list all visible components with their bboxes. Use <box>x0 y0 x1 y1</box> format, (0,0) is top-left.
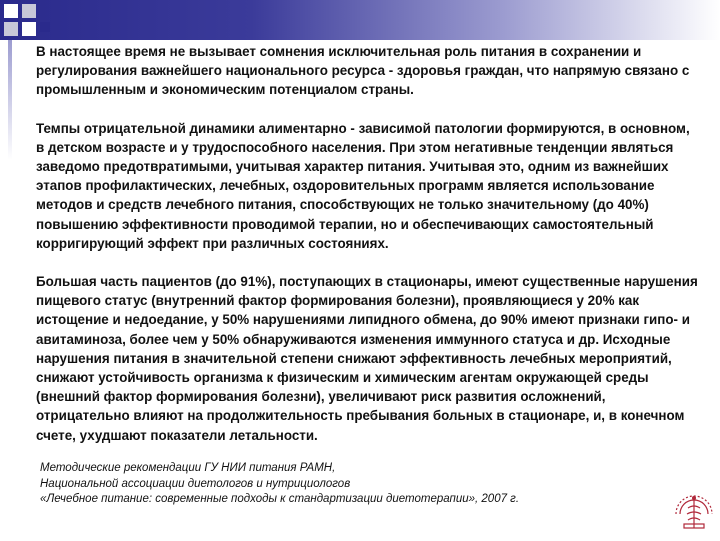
corner-square-decoration <box>4 4 18 18</box>
paragraph-pathology-dynamics: Темпы отрицательной динамики алиментарно - зависимой патологии формируются, в основном, в детском возрасте и у трудоспособного населения. При этом негативные тенденции являться заведомо предотвратимыми, учитывая характер питания. Учитывая это, одним из важнейших этапов профилактических, лечебных, оздоровительных программ является использование методов и средств лечебного питания, способствующих не только значительному (до 40%) повышению эффективности проводимой терапии, но и обеспечивающих самостоятельный корригирующий эффект при различных состояниях. <box>36 120 690 251</box>
institute-emblem-icon <box>668 484 720 536</box>
left-accent-bar <box>8 40 12 160</box>
corner-square-decoration <box>4 22 18 36</box>
corner-square-decoration <box>22 4 36 18</box>
main-text <box>36 42 700 445</box>
reference-citation <box>40 461 640 508</box>
corner-square-decoration <box>40 22 50 32</box>
reference-line: «Лечебное питание: современные подходы к стандартизации диетотерапии», 2007 г. <box>40 493 520 505</box>
reference-line: Методические рекомендации ГУ НИИ питания РАМН, <box>40 462 336 474</box>
reference-line: Национальной ассоциации диетологов и нутрициологов <box>40 477 351 490</box>
paragraph-nutrition-role: В настоящее время не вызывает сомнения исключительная роль питания в сохранении и регулирования важнейшего национального ресурса - здоровья граждан, что напрямую связано с промышленным и экономическим потенциалом страны. <box>36 44 690 98</box>
header-gradient-bar <box>0 0 720 40</box>
paragraph-patient-statistics: Большая часть пациентов (до 91%), поступающих в стационары, имеют существенные нарушения пищевого статус (внутренний фактор формирования болезни), проявляющиеся у 20% как истощение и недоедание, у 50% нарушениями липидного обмена, до 90% имеют признаки гипо- и авитаминоза, более чем у 50% обнаруживаются изменения иммунного статуса и др. Исходные нарушения питания в значительной степени снижают эффективность лечебных мероприятий, снижают устойчивость организма к физическим и химическим агентам окружающей среды (внешний фактор формирования болезни), увеличивают риск развития осложнений, отрицательно влияют на продолжительность пребывания больных в стационаре, и, в конечном счете, ухудшают показатели летальности. <box>36 274 698 443</box>
corner-square-decoration <box>22 22 36 36</box>
